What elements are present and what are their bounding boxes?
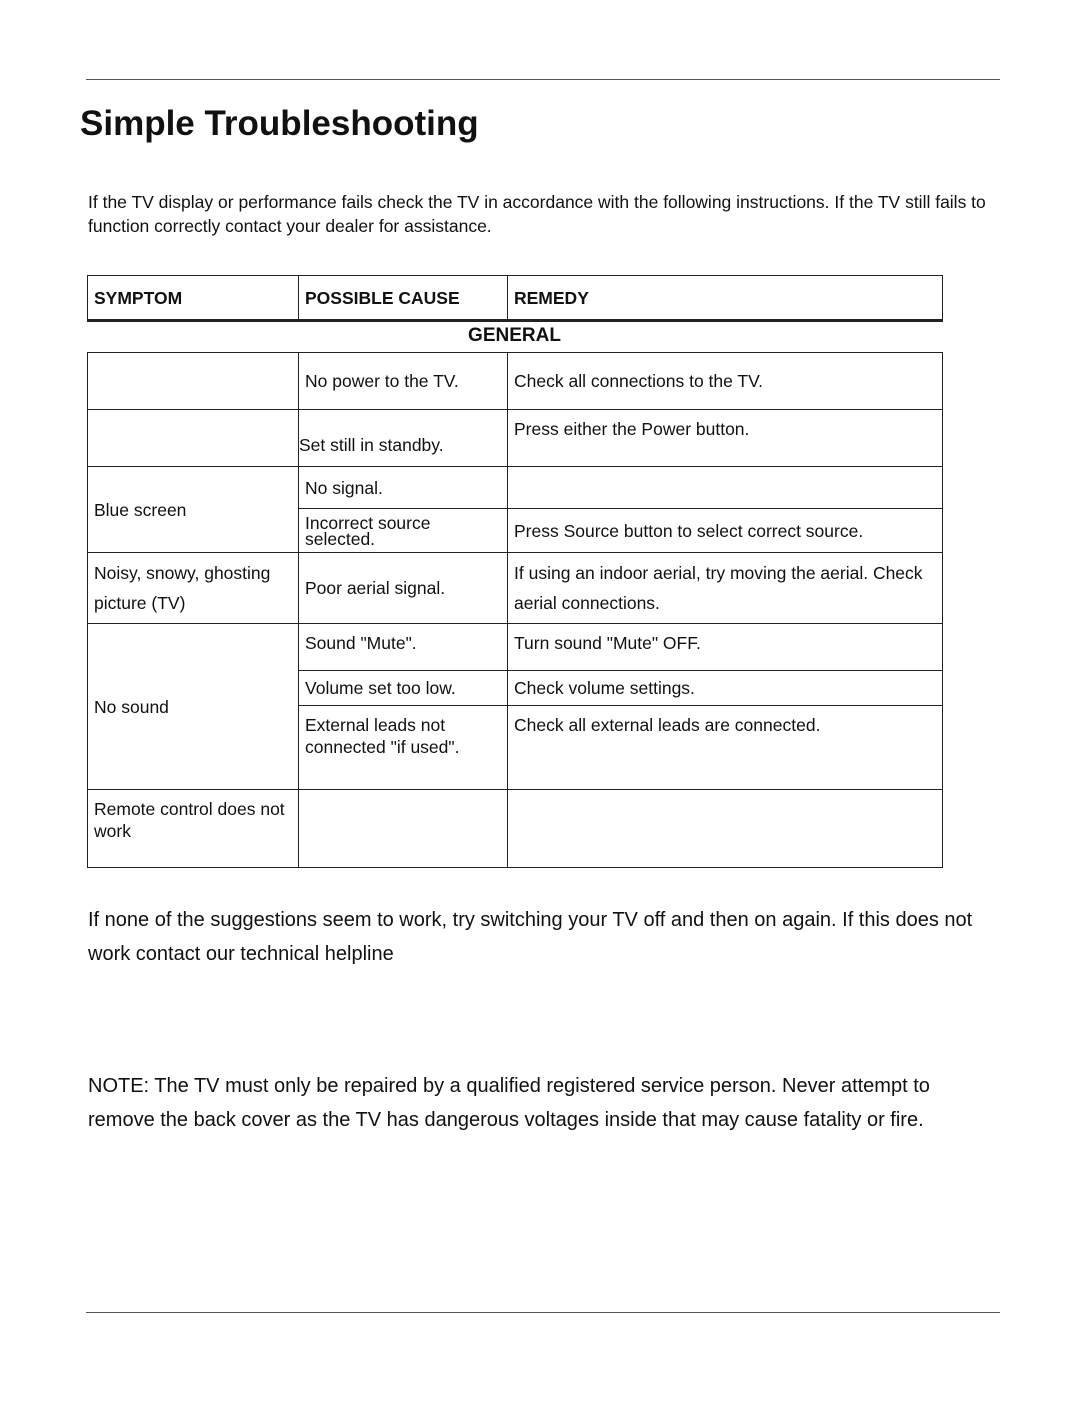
- header-symptom: SYMPTOM: [88, 276, 299, 321]
- table-row: [88, 467, 943, 509]
- cause-cell: Sound "Mute".: [299, 624, 508, 671]
- table-row: [88, 624, 943, 671]
- remedy-cell: [508, 467, 943, 509]
- remedy-cell: If using an indoor aerial, try moving the aerial. Check aerial connections.: [508, 553, 943, 624]
- header-remedy: REMEDY: [508, 276, 943, 321]
- symptom-cell: Noisy, snowy, ghosting picture (TV): [88, 553, 299, 624]
- table-header: [87, 275, 943, 322]
- symptom-cell: Remote control does not work: [88, 790, 299, 868]
- cause-cell: Set still in standby.: [299, 410, 508, 467]
- top-rule: [86, 79, 1000, 80]
- intro-text: If the TV display or performance fails check the TV in accordance with the following instructions. If the TV still fails to function correctly contact your dealer for assistance.: [88, 192, 986, 236]
- remedy-cell: Check all external leads are connected.: [508, 706, 943, 790]
- troubleshooting-table: [87, 352, 943, 868]
- remedy-cell: Check all connections to the TV.: [508, 353, 943, 410]
- table-row: [88, 353, 943, 410]
- cause-cell: No signal.: [299, 467, 508, 509]
- remedy-cell: Press Source button to select correct source.: [508, 509, 943, 553]
- cause-cell: External leads not connected "if used".: [299, 706, 508, 790]
- section-general: GENERAL: [468, 325, 561, 346]
- cause-cell: Volume set too low.: [299, 671, 508, 706]
- symptom-cell: Blue screen: [88, 467, 299, 553]
- page-title: Simple Troubleshooting: [80, 104, 479, 143]
- symptom-cell: No sound: [88, 624, 299, 790]
- cause-cell: Incorrect source selected.: [299, 509, 508, 553]
- table-row: [88, 790, 943, 868]
- remedy-cell: Turn sound "Mute" OFF.: [508, 624, 943, 671]
- cause-cell: Poor aerial signal.: [299, 553, 508, 624]
- header-cause: POSSIBLE CAUSE: [299, 276, 508, 321]
- cause-cell: No power to the TV.: [299, 353, 508, 410]
- safety-note: NOTE: The TV must only be repaired by a qualified registered service person. Never attempt to remove the back cover as the TV has dangerous voltages inside that may cause fatality or fire.: [88, 1075, 930, 1131]
- symptom-cell: [88, 410, 299, 467]
- remedy-cell: [508, 790, 943, 868]
- table-row: [88, 553, 943, 624]
- suggestion-text: If none of the suggestions seem to work, try switching your TV off and then on again. If this does not work contact our technical helpline: [88, 909, 973, 965]
- symptom-cell: [88, 353, 299, 410]
- table-row: [88, 410, 943, 467]
- bottom-rule: [86, 1312, 1000, 1313]
- cause-cell: [299, 790, 508, 868]
- remedy-cell: Check volume settings.: [508, 671, 943, 706]
- remedy-cell: Press either the Power button.: [508, 410, 943, 467]
